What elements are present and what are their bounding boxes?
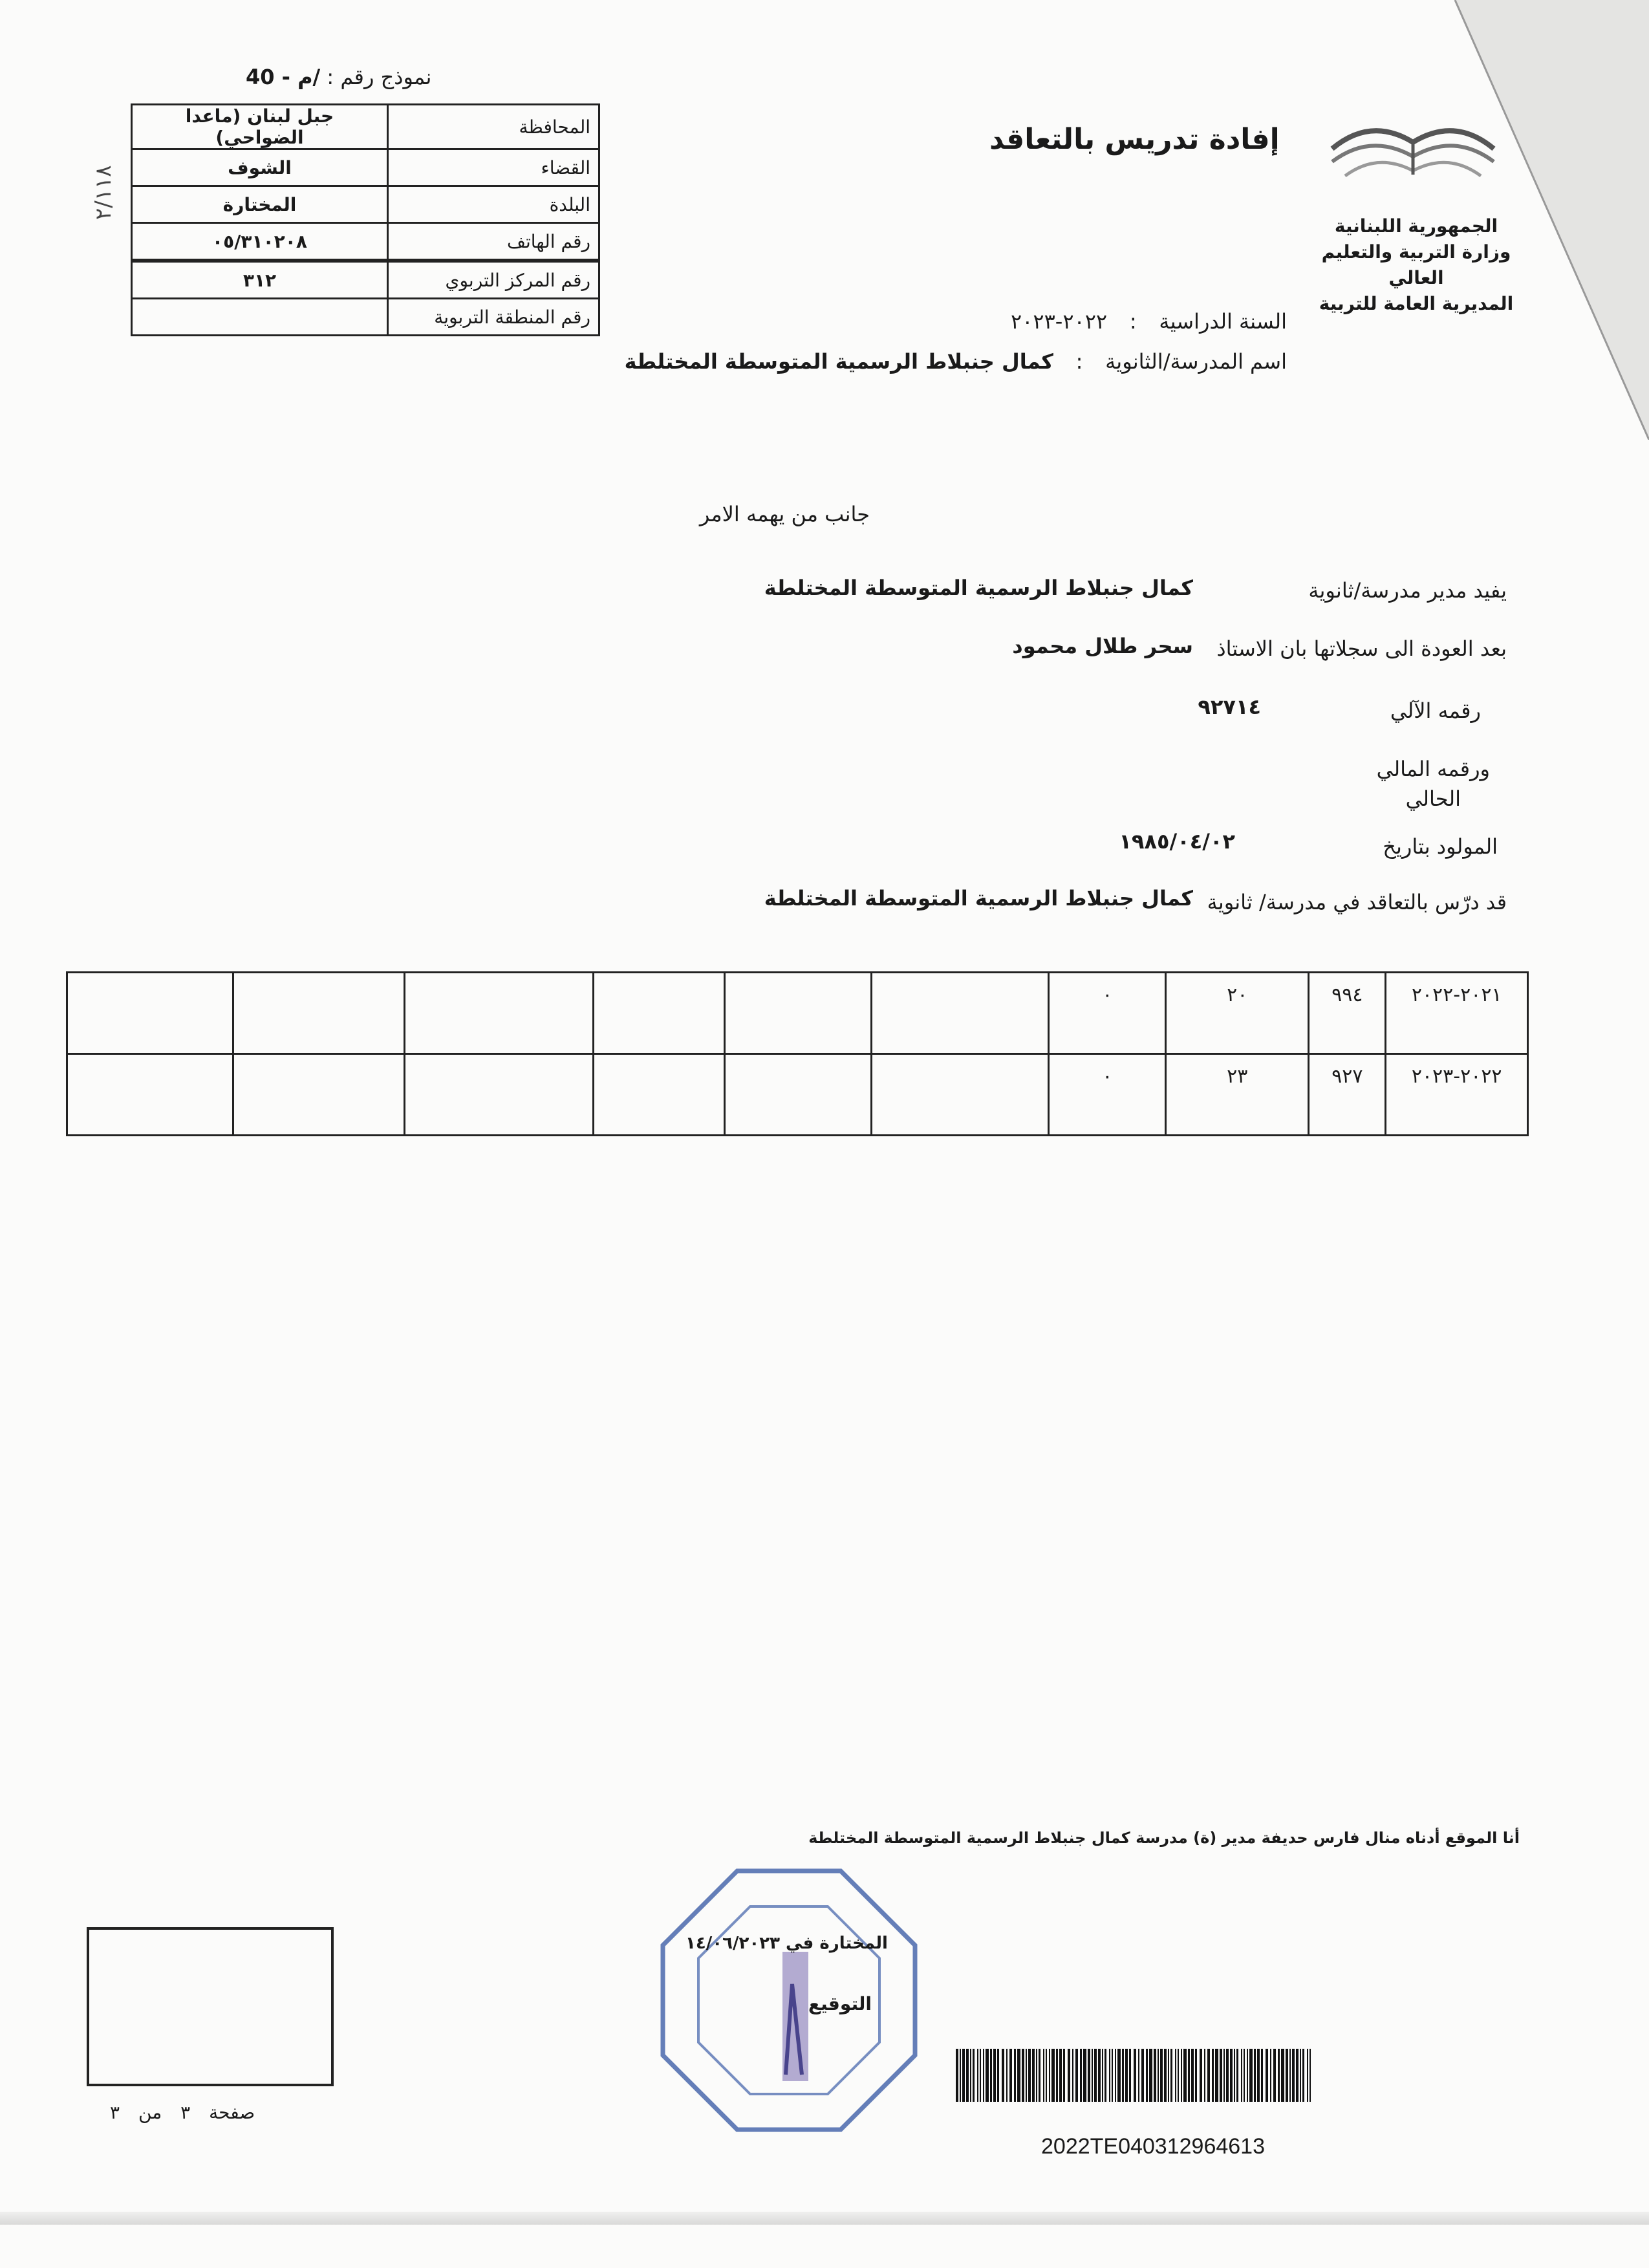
page-total: ٣ — [110, 2102, 120, 2123]
barcode-bar — [1234, 2049, 1235, 2102]
barcode-bar — [1204, 2049, 1205, 2102]
barcode-bar — [1063, 2049, 1065, 2102]
barcode-bar — [1200, 2049, 1202, 2102]
principal-declaration: أنا الموقع أدناه منال فارس حديفة مدير (ة) مدرسة كمال جنبلاط الرسمية المتوسطة المختلطة — [808, 1829, 1520, 1847]
barcode-bar — [1247, 2049, 1248, 2102]
barcode-bar — [1158, 2049, 1159, 2102]
barcode-bar — [1244, 2049, 1245, 2102]
barcode-icon — [956, 2049, 1311, 2102]
informs-school: كمال جنبلاط الرسمية المتوسطة المختلطة — [764, 576, 1193, 600]
location-info-table — [131, 103, 600, 336]
barcode-bar — [1160, 2049, 1163, 2102]
barcode-bar — [1109, 2049, 1110, 2102]
directorate-name: المديرية العامة للتربية — [1319, 293, 1514, 314]
page-number: ٣ — [180, 2102, 191, 2123]
barcode-bar — [1195, 2049, 1197, 2102]
barcode-bar — [1115, 2049, 1116, 2102]
record-empty-cell — [67, 973, 233, 1054]
barcode-bar — [977, 2049, 978, 2102]
barcode-bar — [1261, 2049, 1263, 2102]
birth-date-label: المولود بتاريخ — [1383, 834, 1498, 859]
record-empty-cell — [872, 1054, 1049, 1136]
barcode-bar — [1049, 2049, 1050, 2102]
page-label: صفحة — [209, 2102, 255, 2123]
barcode-bar — [1149, 2049, 1152, 2102]
barcode-bar — [1036, 2049, 1037, 2102]
record-empty-cell — [405, 1054, 594, 1136]
info-value: المختارة — [132, 186, 388, 223]
barcode-bar — [980, 2049, 981, 2102]
colon: : — [1129, 309, 1137, 334]
record-hours-cell: ٩٢٧ — [1309, 1054, 1386, 1136]
barcode-bar — [1051, 2049, 1055, 2102]
info-table-row — [132, 186, 599, 223]
taught-label: قد درّس بالتعاقد في مدرسة/ ثانوية — [1207, 890, 1507, 914]
barcode-bar — [993, 2049, 996, 2102]
info-table-row — [132, 149, 599, 186]
barcode-bar — [1043, 2049, 1044, 2102]
record-empty-cell — [233, 1054, 405, 1136]
auto-number-value: ٩٢٧١٤ — [1198, 695, 1261, 719]
barcode-bar — [956, 2049, 958, 2102]
record-empty-cell — [233, 973, 405, 1054]
barcode-bar — [1094, 2049, 1097, 2102]
record-year-cell: ٢٠٢١-٢٠٢٢ — [1386, 973, 1528, 1054]
teacher-name: سحر طلال محمود — [1012, 634, 1193, 658]
record-year-cell: ٢٠٢٢-٢٠٢٣ — [1386, 1054, 1528, 1136]
barcode-bar — [962, 2049, 965, 2102]
auto-number-label: رقمه الآلي — [1390, 698, 1481, 723]
record-empty-cell — [405, 973, 594, 1054]
school-year-value: ٢٠٢٢-٢٠٢٣ — [1011, 309, 1108, 334]
barcode-bar — [1178, 2049, 1179, 2102]
table-row — [67, 1054, 1528, 1136]
info-table-row — [132, 261, 599, 299]
ministry-logo-icon — [1326, 103, 1500, 200]
info-table-row — [132, 299, 599, 336]
financial-label-2: الحالي — [1405, 786, 1461, 811]
barcode-bar — [1105, 2049, 1106, 2102]
financial-label-1: ورقمه المالي — [1376, 757, 1490, 781]
barcode-bar — [1281, 2049, 1284, 2102]
barcode-bar — [1296, 2049, 1299, 2102]
barcode-bar — [1273, 2049, 1276, 2102]
record-empty-cell — [724, 973, 871, 1054]
school-year-label: السنة الدراسية — [1159, 309, 1287, 334]
barcode-bar — [1289, 2049, 1291, 2102]
barcode-bar — [1220, 2049, 1222, 2102]
barcode-bar — [970, 2049, 971, 2102]
barcode-bar — [1270, 2049, 1271, 2102]
barcode-bar — [997, 2049, 999, 2102]
barcode-bar — [1028, 2049, 1031, 2102]
barcode-bar — [1017, 2049, 1020, 2102]
barcode-bar — [1046, 2049, 1047, 2102]
record-empty-cell — [872, 973, 1049, 1054]
info-value: ٣١٢ — [132, 261, 388, 299]
form-number-label: نموذج رقم — [340, 65, 432, 89]
info-table-row — [132, 105, 599, 149]
info-label: القضاء — [388, 149, 599, 186]
barcode-bar — [1117, 2049, 1121, 2102]
barcode-bar — [966, 2049, 969, 2102]
record-weeks-cell: ٢٠ — [1166, 973, 1309, 1054]
barcode-bar — [1236, 2049, 1238, 2102]
record-empty-cell — [593, 1054, 724, 1136]
info-label: المحافظة — [388, 105, 599, 149]
barcode-bar — [1254, 2049, 1256, 2102]
barcode-bar — [1188, 2049, 1190, 2102]
barcode-bar — [1292, 2049, 1295, 2102]
barcode-bar — [1068, 2049, 1070, 2102]
barcode-bar — [1241, 2049, 1242, 2102]
record-extra-cell: ٠ — [1049, 973, 1166, 1054]
side-note-text: ٢/١١٨ — [91, 165, 116, 220]
barcode-number: 2022TE040312964613 — [1041, 2134, 1265, 2159]
ministry-header — [1306, 213, 1526, 317]
barcode-bar — [1006, 2049, 1008, 2102]
barcode-bar — [1175, 2049, 1176, 2102]
school-name-row — [625, 349, 1287, 374]
barcode-bar — [1278, 2049, 1280, 2102]
barcode-bar — [1125, 2049, 1128, 2102]
barcode-bar — [1141, 2049, 1144, 2102]
barcode-bar — [1080, 2049, 1082, 2102]
barcode-bar — [1059, 2049, 1062, 2102]
barcode-bar — [986, 2049, 989, 2102]
signature-label: التوقيع — [808, 1993, 872, 2014]
barcode-bar — [1002, 2049, 1004, 2102]
barcode-bar — [1083, 2049, 1086, 2102]
barcode-bar — [1286, 2049, 1288, 2102]
barcode-bar — [1170, 2049, 1172, 2102]
scan-edge — [0, 2212, 1649, 2225]
info-label: رقم المنطقة التربوية — [388, 299, 599, 336]
record-empty-cell — [67, 1054, 233, 1136]
info-value: جبل لبنان (ماعدا الضواحي) — [132, 105, 388, 149]
barcode-bar — [1092, 2049, 1093, 2102]
school-name-value: كمال جنبلاط الرسمية المتوسطة المختلطة — [624, 349, 1053, 374]
ministry-name: وزارة التربية والتعليم العالي — [1321, 241, 1511, 288]
barcode-bar — [1223, 2049, 1225, 2102]
table-row — [67, 973, 1528, 1054]
after-records-label: بعد العودة الى سجلاتها بان الاستاذ — [1216, 636, 1507, 661]
barcode-bar — [1014, 2049, 1016, 2102]
barcode-bar — [1266, 2049, 1268, 2102]
info-table-row — [132, 223, 599, 261]
barcode-bar — [1088, 2049, 1090, 2102]
barcode-bar — [1307, 2049, 1308, 2102]
barcode-bar — [1212, 2049, 1214, 2102]
barcode-bar — [1249, 2049, 1253, 2102]
page-indicator — [97, 2102, 255, 2123]
record-empty-cell — [593, 973, 724, 1054]
barcode-bar — [1022, 2049, 1024, 2102]
barcode-bar — [1072, 2049, 1073, 2102]
record-weeks-cell: ٢٣ — [1166, 1054, 1309, 1136]
republic-name: الجمهورية اللبنانية — [1334, 215, 1498, 237]
financial-number-label — [1377, 754, 1490, 814]
teaching-records-table — [66, 971, 1529, 1136]
barcode-bar — [990, 2049, 992, 2102]
document-title: إفادة تدريس بالتعاقد — [989, 123, 1280, 156]
barcode-bar — [1102, 2049, 1103, 2102]
barcode-bar — [1207, 2049, 1210, 2102]
info-value: ٠٥/٣١٠٢٠٨ — [132, 223, 388, 261]
info-label: رقم المركز التربوي — [388, 261, 599, 299]
barcode-bar — [1226, 2049, 1229, 2102]
colon: : — [1075, 349, 1083, 374]
barcode-bar — [1300, 2049, 1301, 2102]
barcode-bar — [1056, 2049, 1058, 2102]
barcode-bar — [1122, 2049, 1124, 2102]
barcode-bar — [1146, 2049, 1148, 2102]
barcode-bar — [983, 2049, 984, 2102]
barcode-bar — [1164, 2049, 1167, 2102]
barcode-bar — [1215, 2049, 1218, 2102]
record-hours-cell: ٩٩٤ — [1309, 973, 1386, 1054]
form-number-value: /م - 40 — [246, 65, 321, 89]
barcode-bar — [973, 2049, 975, 2102]
info-label: رقم الهاتف — [388, 223, 599, 261]
barcode-bar — [1098, 2049, 1101, 2102]
addressee: جانب من يهمه الامر — [699, 502, 870, 526]
info-value — [132, 299, 388, 336]
record-empty-cell — [724, 1054, 871, 1136]
record-extra-cell: ٠ — [1049, 1054, 1166, 1136]
barcode-bar — [1181, 2049, 1182, 2102]
barcode-bar — [1075, 2049, 1078, 2102]
school-stamp-icon — [653, 1861, 925, 2139]
sign-place-date: المختارة في ١٤/٠٦/٢٠٢٣ — [685, 1934, 888, 1953]
barcode-bar — [1026, 2049, 1027, 2102]
school-name-label: اسم المدرسة/الثانوية — [1105, 349, 1287, 374]
side-note — [91, 165, 116, 220]
barcode-bar — [1112, 2049, 1113, 2102]
photo-box — [87, 1927, 334, 2086]
birth-date-value: ١٩٨٥/٠٤/٠٢ — [1119, 829, 1235, 854]
page-of-label: من — [138, 2102, 162, 2123]
taught-school: كمال جنبلاط الرسمية المتوسطة المختلطة — [764, 886, 1193, 911]
barcode-bar — [1191, 2049, 1194, 2102]
barcode-bar — [1168, 2049, 1169, 2102]
barcode-bar — [1138, 2049, 1139, 2102]
barcode-bar — [1129, 2049, 1131, 2102]
barcode-bar — [1009, 2049, 1012, 2102]
barcode-bar — [1310, 2049, 1311, 2102]
barcode-bar — [1183, 2049, 1187, 2102]
informs-label: يفيد مدير مدرسة/ثانوية — [1308, 578, 1507, 603]
barcode-bar — [1039, 2049, 1040, 2102]
form-number: نموذج رقم : /م - 40 — [246, 65, 432, 89]
barcode-bar — [1302, 2049, 1304, 2102]
barcode-bar — [1230, 2049, 1233, 2102]
info-label: البلدة — [388, 186, 599, 223]
barcode-bar — [1257, 2049, 1260, 2102]
info-value: الشوف — [132, 149, 388, 186]
barcode-bar — [1154, 2049, 1156, 2102]
barcode-bar — [1032, 2049, 1035, 2102]
school-year-row — [1011, 309, 1287, 334]
barcode-bar — [1134, 2049, 1136, 2102]
barcode-bar — [960, 2049, 961, 2102]
